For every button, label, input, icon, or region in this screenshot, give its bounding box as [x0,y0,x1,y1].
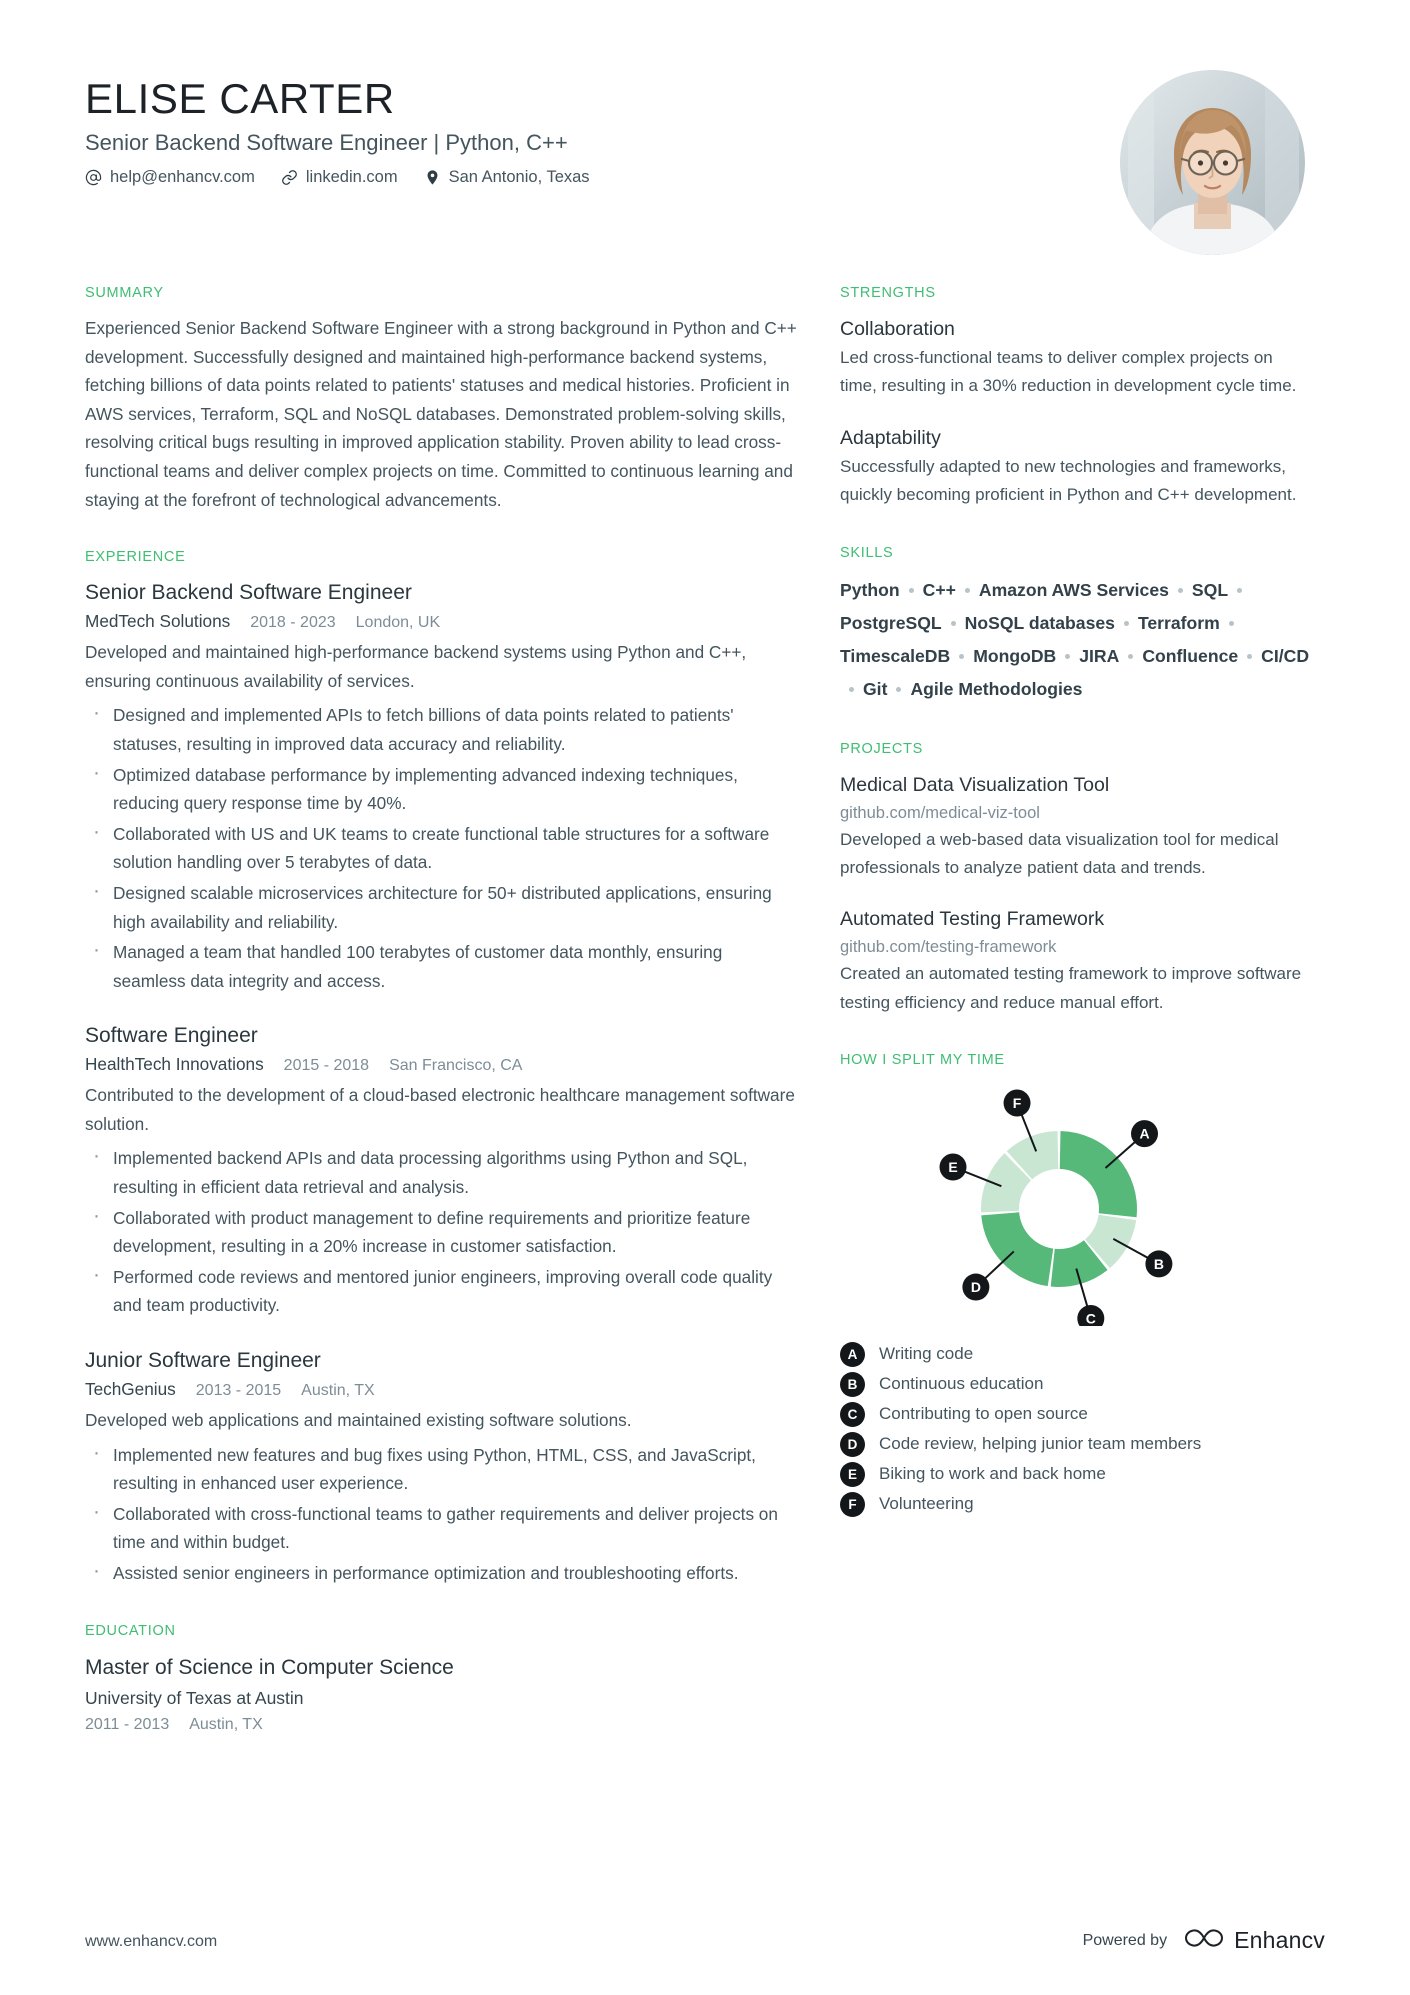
powered-by-label: Powered by [1082,1931,1168,1949]
bullet-item: · Collaborated with product management to define requirements and prioritize feature development, resulting in a 20% increase in customer satisfaction. [85,1204,797,1261]
contact-list [85,168,590,187]
education-school: University of Texas at Austin [85,1687,304,1708]
legend-item [840,1339,1310,1369]
project-item [840,770,1310,883]
legend-label: Continuous education [879,1374,1044,1394]
project-link[interactable]: github.com/testing-framework [840,938,1057,957]
strength-item [840,423,1310,510]
skill-tag: Confluence [1142,645,1239,666]
summary-section-title: SUMMARY [85,285,164,301]
experience-description: Developed and maintained high-performance backend systems using Python and C++, ensuring continuous availability of services. [85,642,747,691]
donut-slice-badge-label: D [970,1279,981,1296]
bullet-item: · Collaborated with cross-functional teams to gather requirements and deliver projects on time and within budget. [85,1500,797,1557]
skills-list [840,574,1310,706]
skill-tag: TimescaleDB [840,645,951,666]
footer-branding [1083,1927,1325,1954]
contact-linkedin-text: linkedin.com [305,168,398,186]
skill-separator-dot [1124,621,1129,626]
education-section [85,1623,797,1738]
experience-bullets [85,701,797,995]
headline: Senior Backend Software Engineer | Python, C++ [85,130,568,155]
experience-role: Senior Backend Software Engineer [85,581,412,605]
experience-entry [85,1346,797,1588]
bullet-item: · Performed code reviews and mentored junior engineers, improving overall code quality and team productivity. [85,1263,797,1320]
project-description: Created an automated testing framework to improve software testing efficiency and reduce manual effort. [840,964,1302,1012]
skill-tag: MongoDB [973,645,1057,666]
enhancv-brand [1183,1927,1325,1954]
legend-item [840,1489,1310,1519]
footer-website[interactable]: www.enhancv.com [85,1933,218,1950]
legend-label: Writing code [879,1344,974,1364]
experience-section [85,549,797,1587]
legend-badge: D [840,1432,865,1457]
skill-separator-dot [849,687,854,692]
legend-badge: E [840,1462,865,1487]
projects-section-title: PROJECTS [840,740,923,757]
education-location: Austin, TX [189,1715,263,1733]
project-description: Developed a web-based data visualization tool for medical professionals to analyze patient data and trends. [840,829,1279,878]
skills-section-title: SKILLS [840,544,894,561]
skill-tag: C++ [922,579,956,600]
experience-location: Austin, TX [301,1382,375,1400]
strength-name: Collaboration [840,318,955,340]
skill-tag: SQL [1191,579,1229,600]
strengths-section-title: STRENGTHS [840,285,936,301]
contact-email-text: help@enhancv.com [110,168,255,186]
contact-linkedin[interactable] [281,168,398,187]
experience-role: Software Engineer [85,1024,258,1048]
link-icon [281,169,298,186]
experience-dates: 2015 - 2018 [283,1057,370,1075]
skill-tag: PostgreSQL [840,612,942,633]
project-name: Medical Data Visualization Tool [840,773,1110,796]
legend-label: Biking to work and back home [879,1464,1106,1484]
education-dates: 2011 - 2013 [85,1715,170,1733]
legend-badge: F [840,1492,865,1517]
skill-tag: Terraform [1137,612,1220,633]
strength-item [840,314,1310,401]
skill-separator-dot [1065,654,1070,659]
experience-location: San Francisco, CA [389,1057,523,1075]
skill-tag: Git [863,678,888,699]
experience-meta [85,1051,797,1079]
skill-separator-dot [1237,588,1242,593]
bullet-item: · Assisted senior engineers in performance optimization and troubleshooting efforts. [85,1559,797,1588]
contact-location-text: San Antonio, Texas [448,168,590,186]
experience-entry [85,578,797,995]
contact-location [424,168,590,187]
experience-bullets [85,1441,797,1588]
project-item [840,904,1310,1017]
education-degree: Master of Science in Computer Science [85,1655,454,1679]
skill-tag: Amazon AWS Services [978,579,1169,600]
skill-separator-dot [896,687,901,692]
experience-bullets [85,1144,797,1320]
legend-badge: A [840,1342,865,1367]
experience-meta [85,1376,797,1404]
skill-separator-dot [1247,654,1252,659]
at-icon [85,169,102,186]
location-pin-icon [424,169,441,186]
bullet-item: · Designed scalable microservices architecture for 50+ distributed applications, ensuring high availability and reliability. [85,879,797,936]
bullet-item: · Managed a team that handled 100 terabytes of customer data monthly, ensuring seamless data integrity and access. [85,938,797,995]
bullet-item: · Implemented backend APIs and data processing algorithms using Python and SQL, resulting in efficient data retrieval and analysis. [85,1144,797,1201]
donut-slice-badge-label: A [1139,1125,1150,1142]
time-split-section [840,1052,1310,1519]
experience-dates: 2013 - 2015 [195,1382,282,1400]
experience-description: Contributed to the development of a cloud-based electronic healthcare management software solution. [85,1085,795,1134]
bullet-item: · Implemented new features and bug fixes using Python, HTML, CSS, and JavaScript, resulting in enhanced user experience. [85,1441,797,1498]
project-name: Automated Testing Framework [840,908,1105,931]
time-split-donut-chart [840,1081,1310,1327]
time-split-legend [840,1339,1310,1519]
education-section-title: EDUCATION [85,1622,176,1639]
legend-badge: C [840,1402,865,1427]
legend-badge: B [840,1372,865,1397]
page-title: ELISE CARTER [85,75,395,122]
experience-company: TechGenius [85,1379,176,1400]
experience-meta [85,608,797,636]
summary-text: Experienced Senior Backend Software Engineer with a strong background in Python and C++ development. Successfully designed and maintained high-performance backend systems, fetching billions of data points related to patients' statuses and medical histories. Proficient in AWS services, Terraform, SQL and NoSQL databases. Demonstrated problem-solving skills, resolving critical bugs resulting in improved application stability. Proven ability to lead cross-functional teams and deliver complex projects on time. Committed to continuous learning and staying at the forefront of technological advancements. [85,318,797,510]
skill-tag: CI/CD [1261,645,1310,666]
avatar [1120,70,1305,255]
donut-slice-badge-label: F [1012,1095,1022,1112]
strength-name: Adaptability [840,426,941,449]
enhancv-brand-name: Enhancv [1234,1927,1325,1953]
strength-description: Led cross-functional teams to deliver complex projects on time, resulting in a 30% reduction in development cycle time. [840,348,1297,396]
projects-section [840,741,1310,1018]
experience-entry [85,1021,797,1320]
skill-tag: Python [840,579,900,600]
resume-footer [0,1899,1410,1995]
right-column [840,285,1310,1554]
project-link[interactable]: github.com/medical-viz-tool [840,803,1040,822]
summary-section [85,285,797,514]
donut-slice-badge-label: B [1153,1256,1164,1273]
skill-separator-dot [1229,621,1234,626]
legend-item [840,1429,1310,1459]
legend-label: Volunteering [879,1494,974,1514]
bullet-item: · Designed and implemented APIs to fetch billions of data points related to patients' statuses, resulting in improved data accuracy and reliability. [85,701,797,758]
experience-section-title: EXPERIENCE [85,549,186,566]
skill-separator-dot [965,588,970,593]
legend-label: Contributing to open source [879,1404,1088,1424]
donut-slice-badge-label: E [948,1159,958,1176]
strengths-section [840,285,1310,510]
skill-separator-dot [1178,588,1183,593]
contact-email[interactable] [85,168,255,187]
donut-slice [1060,1131,1137,1217]
legend-item [840,1459,1310,1489]
skill-tag: Agile Methodologies [910,678,1083,699]
strength-description: Successfully adapted to new technologies and frameworks, quickly becoming proficient in Python and C++ development. [840,456,1297,505]
legend-label: Code review, helping junior team members [879,1434,1202,1454]
bullet-item: · Collaborated with US and UK teams to create functional table structures for a software solution handling over 5 terabytes of data. [85,820,797,877]
left-column [85,285,797,1773]
experience-company: MedTech Solutions [85,611,231,632]
skill-tag: JIRA [1079,645,1120,666]
education-entry [85,1652,797,1738]
legend-item [840,1369,1310,1399]
skill-separator-dot [1128,654,1133,659]
enhancv-logo-icon [1183,1927,1225,1954]
legend-item [840,1399,1310,1429]
education-meta [85,1712,797,1738]
resume-header [0,0,1410,282]
skill-separator-dot [951,621,956,626]
experience-location: London, UK [355,614,441,632]
skill-separator-dot [959,654,964,659]
bullet-item: · Optimized database performance by implementing advanced indexing techniques, reducing query response time by 40%. [85,761,797,818]
time-split-section-title: HOW I SPLIT MY TIME [840,1052,1005,1069]
experience-description: Developed web applications and maintained existing software solutions. [85,1410,632,1431]
skills-section [840,545,1310,706]
experience-dates: 2018 - 2023 [250,614,336,632]
donut-slice-badge-label: C [1085,1310,1096,1327]
skill-separator-dot [909,588,914,593]
experience-role: Junior Software Engineer [85,1349,321,1373]
donut-slice [981,1213,1053,1287]
experience-company: HealthTech Innovations [85,1054,264,1075]
skill-tag: NoSQL databases [964,612,1115,633]
